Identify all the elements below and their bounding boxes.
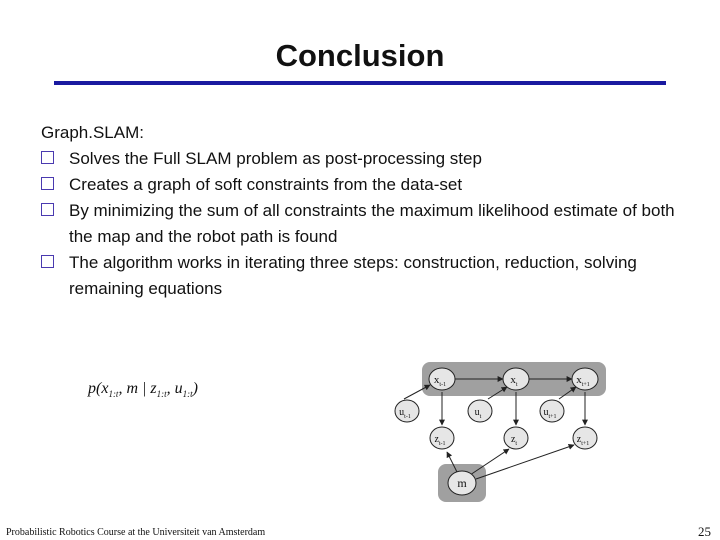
node-subscript: t+1 — [581, 441, 590, 447]
bullet-text: Solves the Full SLAM problem as post-processing step — [69, 149, 482, 168]
checkbox-bullet-icon — [41, 203, 54, 216]
node-label: z — [434, 434, 439, 445]
edge-m-z2 — [476, 445, 574, 479]
graph-slam-diagram — [392, 357, 612, 505]
intro-text: Graph.SLAM: — [41, 123, 144, 142]
node-label: u — [399, 407, 405, 418]
node-label: x — [510, 374, 516, 386]
bullet-list — [41, 146, 681, 302]
node-label: z — [510, 434, 516, 445]
node-label: u — [543, 407, 549, 418]
bullet-item — [41, 172, 681, 198]
node-subscript: t — [479, 414, 482, 420]
node-subscript: t+1 — [581, 382, 590, 388]
bullet-item — [41, 250, 681, 302]
node-label: x — [433, 374, 440, 386]
footer-course-text: Probabilistic Robotics Course at the Universiteit van Amsterdam — [6, 527, 266, 538]
posterior-formula: $p(x_{1:t}$, m | $z_{1:t}$, $u_{1:t}$) — [88, 380, 198, 400]
edge-m-z1 — [470, 449, 509, 475]
checkbox-bullet-icon — [41, 255, 54, 268]
page-number: 25 — [698, 524, 711, 539]
node-subscript: t-1 — [404, 414, 411, 420]
slide-body — [41, 120, 681, 302]
checkbox-bullet-icon — [41, 151, 54, 164]
map-node-label: m — [457, 476, 467, 490]
node-label: x — [576, 374, 582, 386]
slide-title: Conclusion — [275, 38, 445, 73]
bullet-text: The algorithm works in iterating three steps: construction, reduction, solving remaining equations — [69, 253, 637, 298]
node-label: u — [474, 407, 480, 418]
bullet-item — [41, 198, 681, 250]
node-subscript: t-1 — [438, 441, 446, 447]
bullet-text: Creates a graph of soft constraints from the data-set — [69, 175, 463, 194]
node-subscript: t — [515, 441, 518, 447]
bullet-text: By minimizing the sum of all constraints the maximum likelihood estimate of both the map and the robot path is found — [69, 201, 675, 246]
node-label: z — [576, 434, 582, 445]
node-subscript: t+1 — [548, 414, 557, 420]
node-subscript: t-1 — [439, 382, 447, 388]
title-underline — [54, 81, 666, 85]
bullet-item — [41, 146, 681, 172]
node-subscript: t — [515, 382, 518, 388]
checkbox-bullet-icon — [41, 177, 54, 190]
